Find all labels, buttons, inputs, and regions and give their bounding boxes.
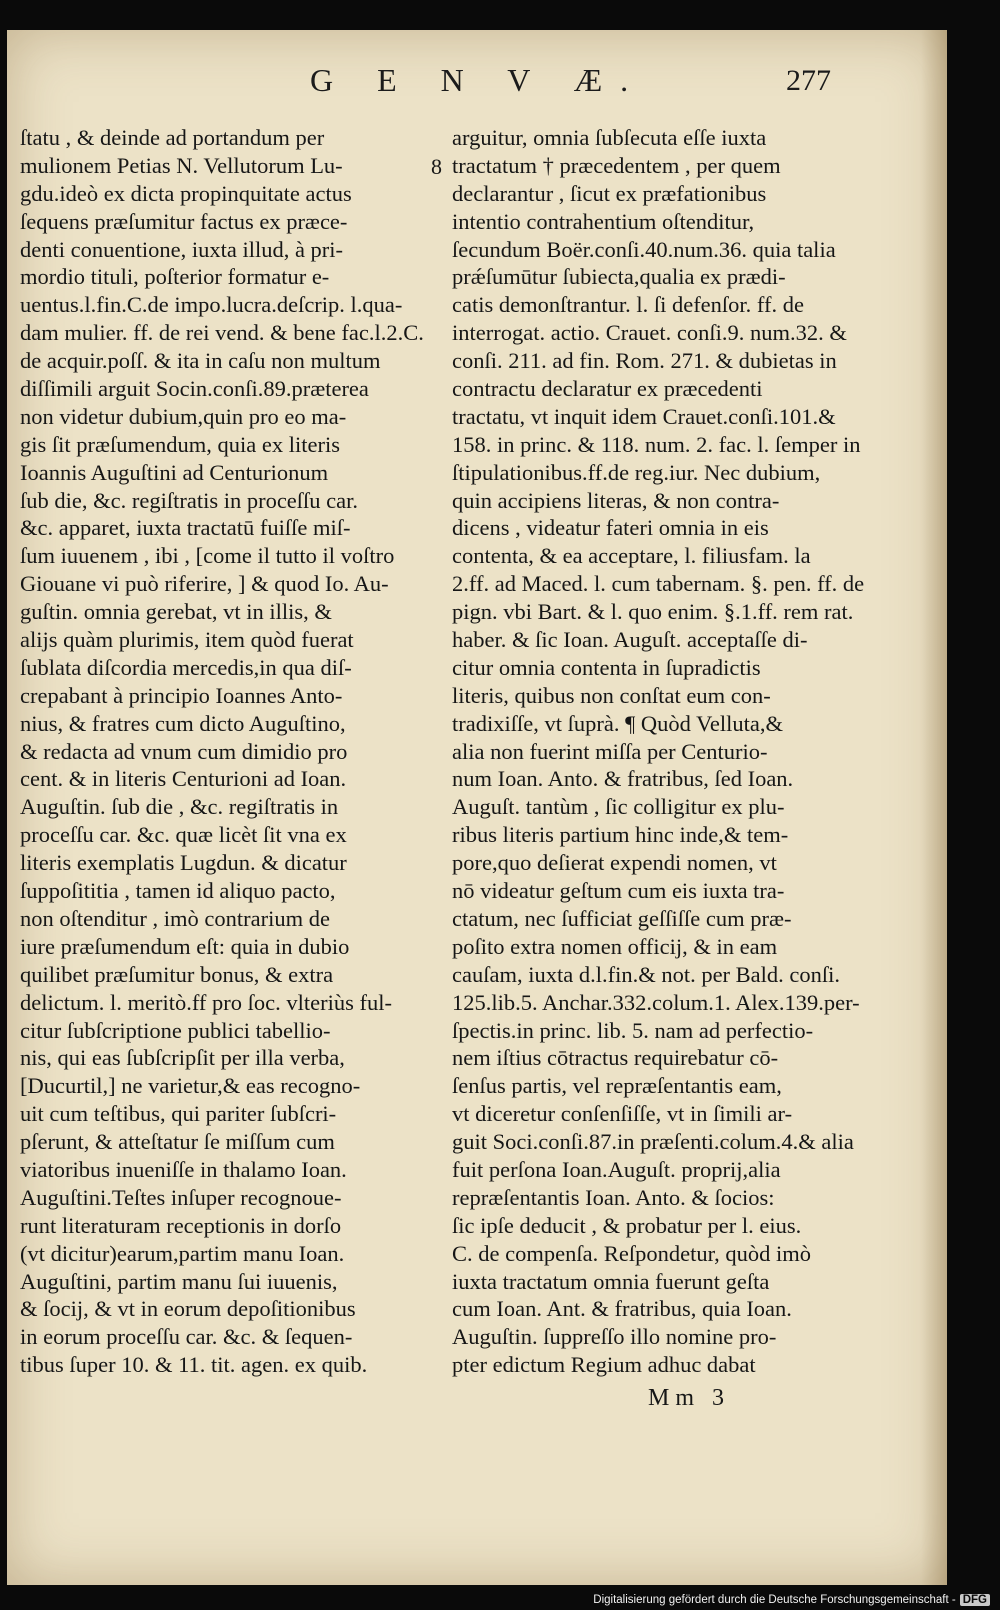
text-line: ſpectis.in princ. lib. 5. nam ad perfectio-: [452, 1017, 814, 1043]
text-line: cauſam, iuxta d.l.fin.& not. per Bald. conſi.: [452, 961, 841, 987]
text-line: uit cum teſtibus, qui pariter ſubſcri-: [20, 1101, 337, 1127]
text-line: Auguſtin. ſuppreſſo illo nomine pro-: [452, 1324, 777, 1350]
text-line: gdu.ideò ex dicta propinquitate actus: [20, 180, 352, 206]
text-line: iure præſumendum eſt: quia in dubio: [20, 933, 350, 959]
text-line: C. de compenſa. Reſpondetur, quòd imò: [452, 1240, 812, 1266]
text-line: non oſtenditur , imò contrarium de: [20, 905, 330, 931]
text-line: crepabant à principio Ioannes Anto-: [20, 682, 343, 708]
text-line: alia non fuerint miſſa per Centurio-: [452, 738, 768, 764]
text-line: guit Soci.conſi.87.in præſenti.colum.4.& alia: [452, 1129, 854, 1155]
text-line: num Ioan. Anto. & fratribus, ſed Ioan.: [452, 766, 794, 792]
text-line: tibus ſuper 10. & 11. tit. agen. ex quib.: [20, 1352, 368, 1378]
text-line: Auguſtini.Teſtes inſuper recognoue-: [20, 1184, 342, 1210]
text-line: citur omnia contenta in ſupradictis: [452, 654, 761, 680]
text-line: in eorum proceſſu car. &c. & ſequen-: [20, 1324, 353, 1350]
text-line: dicens , videatur fateri omnia in eis: [452, 515, 769, 541]
text-line: pſerunt, & atteſtatur ſe miſſum cum: [20, 1129, 335, 1155]
text-line: prǽſumūtur ſubiecta,qualia ex prædi-: [452, 264, 786, 290]
text-line: denti conuentione, iuxta illud, à pri-: [20, 236, 344, 262]
text-line: mulionem Petias N. Vellutorum Lu-: [20, 152, 343, 178]
text-line: & ſocij, & vt in eorum depoſitionibus: [20, 1296, 356, 1322]
text-line: ſum iuuenem , ibi , [come il tutto il voſtro: [20, 543, 395, 569]
text-line: contractu declaratur ex præcedenti: [452, 376, 763, 402]
text-line: alijs quàm plurimis, item quòd fuerat: [20, 627, 354, 653]
left-text-column: [20, 124, 424, 1379]
text-line: ſtatu , & deinde ad portandum per: [20, 125, 325, 150]
text-line: Auguſtini, partim manu ſui iuuenis,: [20, 1268, 338, 1294]
text-line: de acquir.poſſ. & ita in caſu non multum: [20, 348, 381, 374]
text-line: declarantur , ſicut ex præfationibus: [452, 180, 767, 206]
text-line: nem iſtius cōtractus requirebatur cō-: [452, 1045, 779, 1071]
text-line: ſecundum Boër.conſi.40.num.36. quia talia: [452, 236, 836, 262]
text-line: proceſſu car. &c. quæ licèt ſit vna ex: [20, 822, 347, 848]
text-line: viatoribus inueniſſe in thalamo Ioan.: [20, 1156, 347, 1182]
text-line: tractatum † præcedentem , per quem: [452, 152, 781, 178]
text-line: literis exemplatis Lugdun. & dicatur: [20, 850, 347, 876]
text-line: pter edictum Regium adhuc dabat: [452, 1352, 756, 1378]
text-line: [Ducurtil,] ne varietur,& eas recogno-: [20, 1073, 361, 1099]
text-line: Giouane vi può riferire, ] & quod Io. Au-: [20, 571, 389, 597]
text-line: Auguſt. tantùm , ſic colligitur ex plu-: [452, 794, 785, 820]
text-line: cent. & in literis Centurioni ad Ioan.: [20, 766, 347, 792]
text-line: haber. & ſic Ioan. Auguſt. acceptaſſe di-: [452, 627, 808, 653]
text-line: ſic ipſe deducit , & probatur per l. eius.: [452, 1212, 802, 1238]
text-line: cum Ioan. Ant. & fratribus, quia Ioan.: [452, 1296, 792, 1322]
text-line: tractatu, vt inquit idem Crauet.conſi.101.&: [452, 403, 836, 429]
text-line: gis ſit præſumendum, quia ex literis: [20, 431, 340, 457]
text-line: non videtur dubium,quin pro eo ma-: [20, 403, 347, 429]
text-line: interrogat. actio. Crauet. conſi.9. num.32. &: [452, 320, 847, 346]
text-line: 158. in princ. & 118. num. 2. fac. l. ſemper in: [452, 431, 861, 457]
text-line: dam mulier. ff. de rei vend. & bene fac.l.2.C.: [20, 320, 424, 346]
credit-text: Digitalisierung gefördert durch die Deutsche Forschungsgemeinschaft -: [593, 1594, 956, 1606]
text-line: ſublata diſcordia mercedis,in qua diſ-: [20, 654, 352, 680]
text-line: ribus literis partium hinc inde,& tem-: [452, 822, 789, 848]
text-line: poſito extra nomen officij, & in eam: [452, 933, 778, 959]
text-line: 125.lib.5. Anchar.332.colum.1. Alex.139.per-: [452, 989, 860, 1015]
text-line: diſſimili arguit Socin.conſi.89.præterea: [20, 376, 369, 402]
text-line: quin accipiens literas, & non contra-: [452, 487, 780, 513]
text-line: guſtin. omnia gerebat, vt in illis, &: [20, 599, 332, 625]
text-line: ſenſus partis, vel repræſentantis eam,: [452, 1073, 782, 1099]
text-line: delictum. l. meritò.ff pro ſoc. vlteriùs ful-: [20, 989, 392, 1015]
dfg-logo: DFG: [960, 1594, 990, 1606]
text-line: iuxta tractatum omnia fuerunt geſta: [452, 1268, 770, 1294]
text-line: Ioannis Auguſtini ad Centurionum: [20, 459, 329, 485]
text-line: & redacta ad vnum cum dimidio pro: [20, 738, 348, 764]
text-line: conſi. 211. ad fin. Rom. 271. & dubietas in: [452, 348, 837, 374]
text-line: pore,quo deſierat expendi nomen, vt: [452, 850, 777, 876]
page-number: 277: [786, 64, 831, 97]
text-line: mordio tituli, poſterior formatur e-: [20, 264, 330, 290]
text-line: ctatum, nec ſufficiat geſſiſſe cum præ-: [452, 905, 792, 931]
signature-mark: Mm 3: [648, 1385, 731, 1411]
text-line: citur ſubſcriptione publici tabellio-: [20, 1017, 331, 1043]
marginal-note-number: 8: [431, 154, 442, 179]
text-line: tradixiſſe, vt ſuprà. ¶ Quòd Velluta,&: [452, 710, 783, 736]
text-line: ſub die, &c. regiſtratis in proceſſu car.: [20, 487, 359, 513]
text-line: Auguſtin. ſub die , &c. regiſtratis in: [20, 794, 339, 820]
text-line: (vt dicitur)earum,partim manu Ioan.: [20, 1240, 345, 1266]
text-line: catis demonſtrantur. l. ſi defenſor. ff. de: [452, 292, 804, 318]
text-line: quilibet præſumitur bonus, & extra: [20, 961, 334, 987]
text-line: literis, quibus non conſtat eum con-: [452, 682, 771, 708]
text-line: pign. vbi Bart. & l. quo enim. §.1.ff. rem rat.: [452, 599, 854, 625]
text-line: &c. apparet, iuxta tractatū fuiſſe miſ-: [20, 515, 351, 541]
text-line: ſequens præſumitur factus ex præce-: [20, 208, 348, 234]
digitization-credit: [593, 1594, 990, 1606]
text-line: contenta, & ea acceptare, l. filiusfam. la: [452, 543, 811, 569]
text-line: nis, qui eas ſubſcripſit per illa verba,: [20, 1045, 345, 1071]
text-line: arguitur, omnia ſubſecuta eſſe iuxta: [452, 125, 767, 150]
text-line: intentio contrahentium oſtenditur,: [452, 208, 755, 234]
text-line: ſtipulationibus.ff.de reg.iur. Nec dubium,: [452, 459, 821, 485]
text-line: nō videatur geſtum cum eis iuxta tra-: [452, 878, 785, 904]
text-line: repræſentantis Ioan. Anto. & ſocios:: [452, 1184, 775, 1210]
running-head-title: G E N V Æ.: [310, 62, 647, 98]
text-line: runt literaturam receptionis in dorſo: [20, 1212, 342, 1238]
text-line: nius, & fratres cum dicto Auguſtino,: [20, 710, 346, 736]
text-line: fuit perſona Ioan.Auguſt. proprij,alia: [452, 1156, 781, 1182]
text-line: 2.ff. ad Maced. l. cum tabernam. §. pen. ff. de: [452, 571, 865, 597]
text-line: ſuppoſititia , tamen id aliquo pacto,: [20, 878, 336, 904]
text-line: uentus.l.fin.C.de impo.lucra.deſcrip. l.qua-: [20, 292, 403, 318]
right-text-column: [452, 124, 865, 1379]
text-line: vt diceretur conſenſiſſe, vt in ſimili ar-: [452, 1101, 793, 1127]
